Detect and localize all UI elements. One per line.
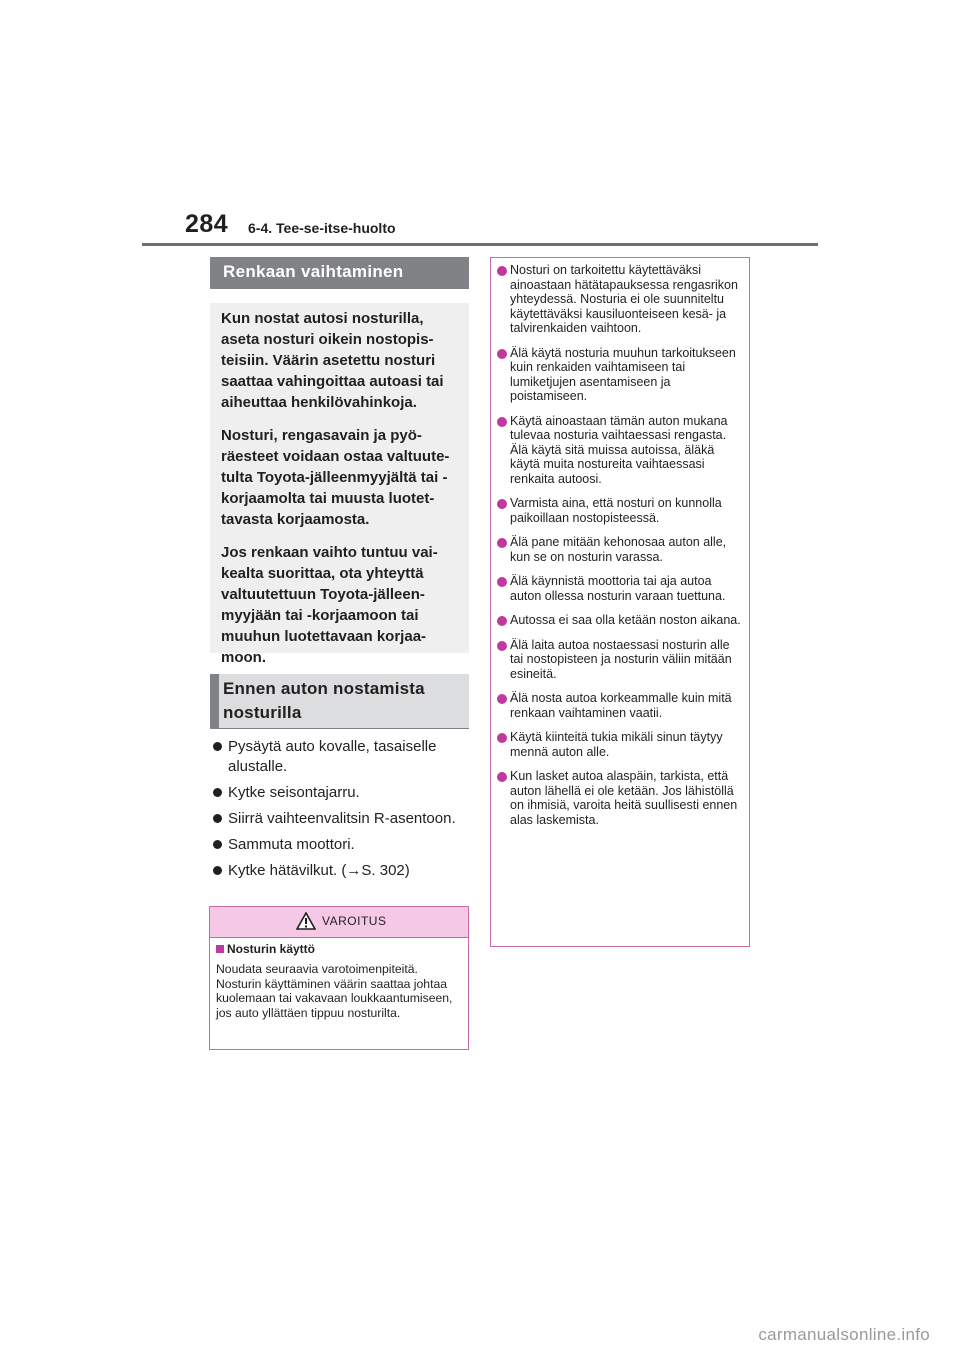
square-bullet-icon bbox=[216, 945, 224, 953]
item-text: Käytä ainoastaan tämän auton mukana tulevaa nosturia vaihtaessasi rengasta. Älä käytä sitä muissa autoissa, äläkä käytä muita nostureita vaihtaessasi renkaita autoosi. bbox=[510, 413, 728, 486]
list-item bbox=[497, 691, 743, 720]
list-item bbox=[497, 496, 743, 525]
item-text: Älä käynnistä moottoria tai aja autoa auton ollessa nosturin varaan tuettuna. bbox=[510, 574, 726, 603]
warning-text: Noudata seuraavia varotoimenpiteitä. Nosturin käyttäminen väärin saattaa johtaa kuolemaan tai vakavaan loukkaantumiseen, jos auto yllättäen tippuu nosturilta. bbox=[216, 962, 453, 1020]
list-item bbox=[497, 414, 743, 487]
bullet-icon bbox=[497, 616, 507, 626]
bullet-icon bbox=[497, 772, 507, 782]
subheading: Ennen auton nostamista nosturilla bbox=[210, 674, 469, 729]
list-item bbox=[210, 835, 470, 855]
info-paragraph: Jos renkaan vaihto tuntuu vaikealta suorittaa, ota yhteyttä valtuutettuun Toyota-jälleenmyyjään tai -korjaamoon tai muuhun luotettavaan korjaamoon. bbox=[221, 544, 438, 666]
warning-header bbox=[210, 907, 468, 938]
header-divider bbox=[142, 243, 818, 246]
list-item bbox=[497, 638, 743, 682]
section-title: Renkaan vaihtaminen bbox=[210, 257, 469, 289]
warning-box bbox=[209, 906, 469, 1050]
info-box bbox=[210, 303, 469, 666]
info-paragraph: Kun nostat autosi nosturilla, aseta nosturi oikein nostopisteisiin. Väärin asetettu nosturi saattaa vahingoittaa autoasi tai aiheuttaa henkilövahinkoja. bbox=[221, 310, 444, 411]
item-text: Käytä kiinteitä tukia mikäli sinun täytyy mennä auton alle. bbox=[510, 730, 723, 759]
item-text: Autossa ei saa olla ketään noston aikana. bbox=[510, 613, 741, 627]
bullet-icon bbox=[213, 814, 222, 823]
bullet-icon bbox=[497, 694, 507, 704]
bullet-icon bbox=[213, 788, 222, 797]
bullet-icon bbox=[213, 742, 222, 751]
caution-list-box bbox=[490, 257, 750, 947]
bullet-icon bbox=[497, 577, 507, 587]
section-heading: 6-4. Tee-se-itse-huolto bbox=[248, 220, 396, 236]
item-text: Älä pane mitään kehonosaa auton alle, kun se on nosturin varassa. bbox=[510, 535, 727, 564]
step-text: Pysäytä auto kovalle, tasaiselle alustalle. bbox=[228, 738, 437, 775]
bullet-icon bbox=[497, 733, 507, 743]
list-item bbox=[497, 613, 743, 628]
bullet-icon bbox=[497, 266, 507, 276]
list-item bbox=[497, 574, 743, 603]
item-text: Älä käytä nosturia muuhun tarkoitukseen kuin renkaiden vaihtamiseen tai lumiketjujen asentamiseen ja poistamiseen. bbox=[510, 345, 736, 403]
bullet-icon bbox=[497, 641, 507, 651]
warning-subtitle-row bbox=[216, 942, 468, 956]
bullet-icon bbox=[213, 866, 222, 875]
list-item bbox=[210, 783, 470, 803]
bullet-icon bbox=[497, 349, 507, 359]
steps-list bbox=[210, 737, 470, 887]
bullet-icon bbox=[213, 840, 222, 849]
list-item bbox=[497, 346, 743, 404]
step-text: Kytke seisontajarru. bbox=[228, 784, 360, 801]
step-text: Kytke hätävilkut. (→S. 302) bbox=[228, 862, 410, 879]
list-item bbox=[210, 861, 470, 881]
watermark: carmanualsonline.info bbox=[758, 1325, 930, 1344]
warning-label: VAROITUS bbox=[322, 914, 387, 928]
list-item bbox=[210, 809, 470, 829]
warning-subtitle: Nosturin käyttö bbox=[227, 942, 316, 956]
warning-triangle-icon bbox=[296, 912, 316, 930]
list-item bbox=[497, 730, 743, 759]
item-text: Kun lasket autoa alaspäin, tarkista, että auton lähellä ei ole ketään. Jos lähistöllä on ihmisiä, varoita heitä suullisesti ennen alas laskemista. bbox=[510, 769, 738, 827]
bullet-icon bbox=[497, 538, 507, 548]
page-number: 284 bbox=[185, 210, 229, 238]
item-text: Nosturi on tarkoitettu käytettäväksi ainoastaan hätätapauksessa rengasrikon yhteydessä. Nosturia ei ole suunniteltu käytettäväksi kausiluonteiseen kesä- ja talvirenkaiden vaihtoon. bbox=[510, 263, 738, 335]
bullet-icon bbox=[497, 417, 507, 427]
list-item bbox=[210, 737, 470, 777]
item-text: Varmista aina, että nosturi on kunnolla paikoillaan nostopisteessä. bbox=[510, 496, 722, 525]
step-text: Siirrä vaihteenvalitsin R-asentoon. bbox=[228, 810, 456, 827]
list-item bbox=[497, 263, 743, 336]
step-text: Sammuta moottori. bbox=[228, 836, 355, 853]
info-paragraph: Nosturi, rengasavain ja pyöräesteet voidaan ostaa valtuutetulta Toyota-jälleenmyyjältä tai -korjaamolta tai muusta luotettavasta korjaamosta. bbox=[221, 427, 450, 528]
item-text: Älä nosta autoa korkeammalle kuin mitä renkaan vaihtaminen vaatii. bbox=[510, 691, 732, 720]
list-item bbox=[497, 535, 743, 564]
item-text: Älä laita autoa nostaessasi nosturin alle tai nostopisteen ja nosturin väliin mitään esineitä. bbox=[510, 637, 732, 681]
list-item bbox=[497, 769, 743, 827]
bullet-icon bbox=[497, 499, 507, 509]
